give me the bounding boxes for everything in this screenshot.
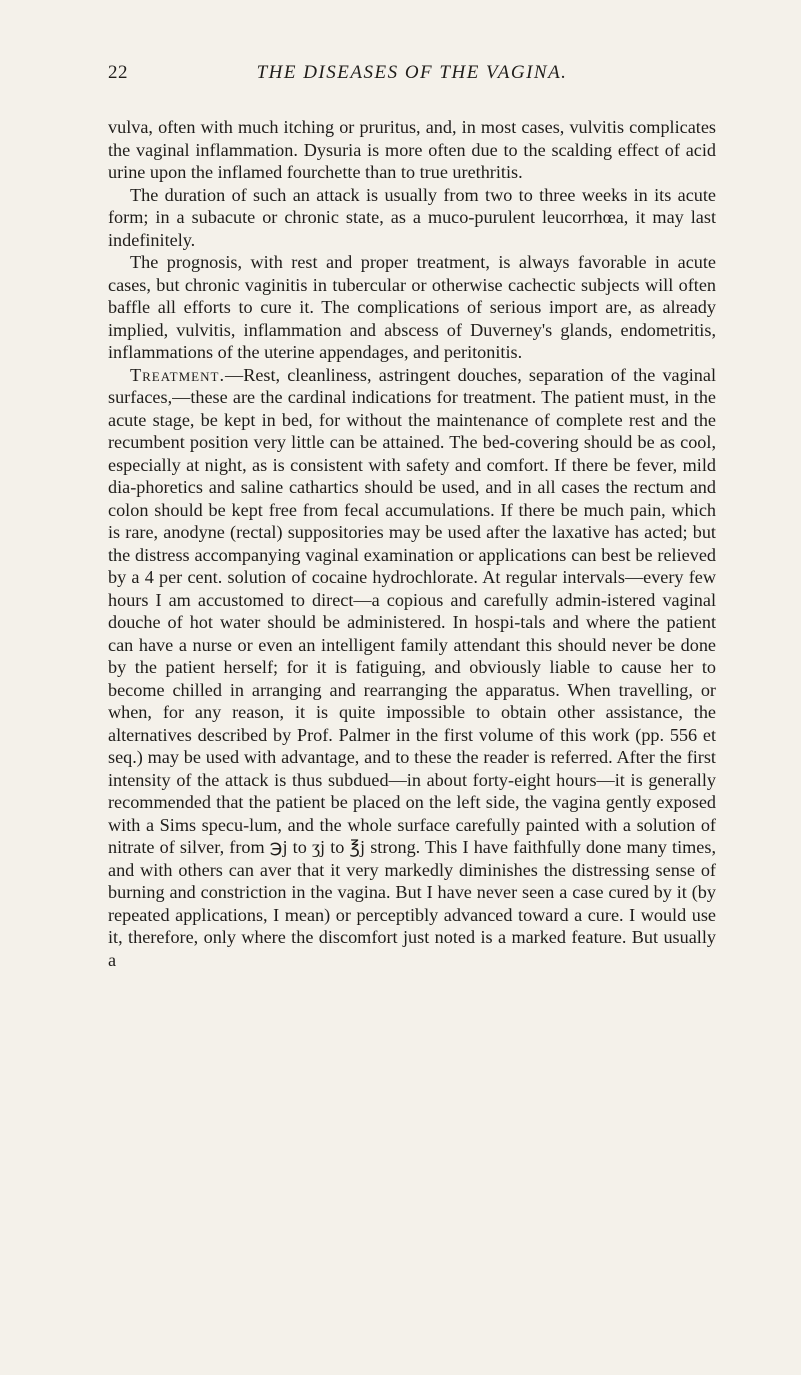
- running-title: THE DISEASES OF THE VAGINA.: [256, 62, 568, 83]
- paragraph-treatment: [108, 364, 716, 972]
- paragraph-duration: The duration of such an attack is usually from two to three weeks in its acute form; in a subacute or chronic state, as a muco-purulent leucorrhœa, it may last indefinitely.: [108, 184, 716, 250]
- body-text: [108, 116, 716, 971]
- treatment-heading: Treatment.: [130, 364, 225, 385]
- paragraph-prognosis: The prognosis, with rest and proper treatment, is always favorable in acute cases, but chronic vaginitis in tubercular or otherwise cachectic subjects will often baffle all efforts to cure it. The complications of serious import are, as already implied, vulvitis, inflammation and abscess of Duverney's glands, endometritis, inflammations of the uterine appendages, and peritonitis.: [108, 252, 716, 362]
- paragraph-vulvitis: vulva, often with much itching or pruritus, and, in most cases, vulvitis complicates the vaginal inflammation. Dysuria is more often due to the scalding effect of acid urine upon the inflamed fourchette than to true urethritis.: [108, 117, 716, 182]
- running-head: [108, 62, 716, 92]
- page-number: 22: [108, 62, 128, 83]
- treatment-text: —Rest, cleanliness, astringent douches, separation of the vaginal surfaces,—these are the cardinal indications for treatment. The patient must, in the acute stage, be kept in bed, for without the maintenance of complete rest and the recumbent position very little can be attained. The bed-covering should be as cool, especially at night, as is consistent with safety and comfort. If there be fever, mild dia-phoretics and saline cathartics should be used, and in all cases the rectum and colon should be kept free from fecal accumulations. If there be much pain, which is rare, anodyne (rectal) suppositories may be used after the laxative has acted; but the distress accompanying vaginal examination or applications can best be relieved by a 4 per cent. solution of cocaine hydrochlorate. At regular intervals—every few hours I am accustomed to direct—a copious and carefully admin-istered vaginal douche of hot water should be administered. In hospi-tals and where the patient can have a nurse or even an intelligent family attendant this should never be done by the patient herself; for it is fatiguing, and obviously liable to cause her to become chilled in arranging and rearranging the apparatus. When travelling, or when, for any reason, it is quite impossible to obtain other assistance, the alternatives described by Prof. Palmer in the first volume of this work (pp. 556 et seq.) may be used with advantage, and to these the reader is referred. After the first intensity of the attack is thus subdued—in about forty-eight hours—it is generally recommended that the patient be placed on the left side, the vagina gently exposed with a Sims specu-lum, and the whole surface carefully painted with a solution of nitrate of silver, from ℈j to ʒj to ℥j strong. This I have faithfully done many times, and with others can aver that it very markedly diminishes the distressing sense of burning and constriction in the vagina. But I have never seen a case cured by it (by repeated applications, I mean) or perceptibly advanced toward a cure. I would use it, therefore, only where the discomfort just noted is a marked feature. But usually a: [108, 364, 716, 970]
